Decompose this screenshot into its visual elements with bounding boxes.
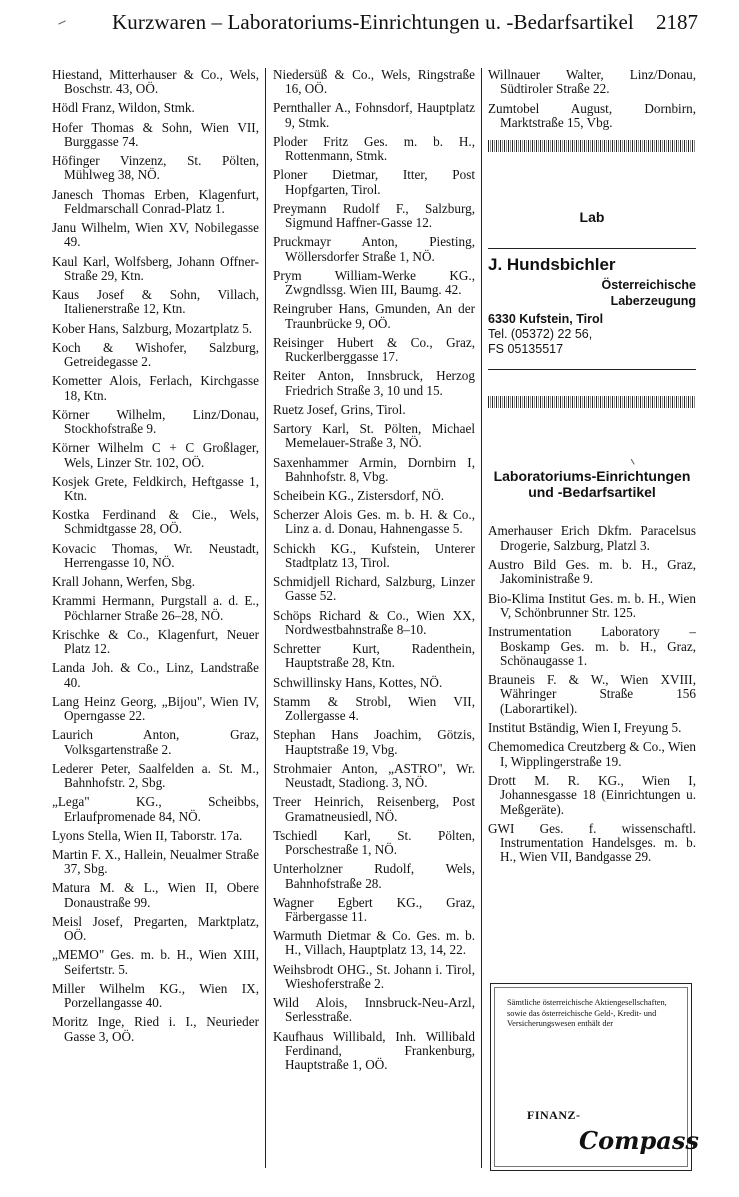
directory-entry: Schickh KG., Kufstein, Unterer Stadtplatz 13, Tirol.: [273, 540, 475, 570]
directory-entry: Institut Bständig, Wien I, Freyung 5.: [488, 720, 682, 736]
directory-entry: Landa Joh. & Co., Linz, Landstraße 40.: [52, 660, 259, 690]
column-divider-2: [481, 68, 482, 1168]
directory-entry: Kosjek Grete, Feldkirch, Heftgasse 1, Ktn.: [52, 473, 259, 503]
column-3-top-list: [488, 68, 696, 130]
column-3: [488, 68, 696, 870]
directory-entry: Hofer Thomas & Sohn, Wien VII, Burggasse 74.: [52, 119, 259, 149]
directory-entry: Matura M. & L., Wien II, Obere Donaustraße 99.: [52, 880, 259, 910]
directory-entry: Pernthaller A., Fohnsdorf, Hauptplatz 9, Stmk.: [273, 100, 475, 130]
directory-entry: Meisl Josef, Pregarten, Marktplatz, OÖ.: [52, 913, 259, 944]
finanz-compass-ad-box: [490, 983, 699, 1171]
directory-entry: Körner Wilhelm, Linz/Donau, Stockhofstraße 9.: [52, 406, 259, 437]
directory-entry: Niedersüß & Co., Wels, Ringstraße 16, OÖ.: [273, 67, 475, 97]
directory-entry: Krammi Hermann, Purgstall a. d. E., Pöchlarner Straße 26–28, NÖ.: [52, 593, 259, 623]
directory-entry: Stamm & Strobl, Wien VII, Zollergasse 4.: [273, 693, 475, 724]
directory-entry: Drott M. R. KG., Wien I, Johannesgasse 18 (Einrichtungen u. Meßgeräte).: [488, 772, 696, 817]
directory-entry: Sartory Karl, St. Pölten, Michael Memelauer-Straße 3, NÖ.: [273, 421, 475, 451]
directory-entry: Kober Hans, Salzburg, Mozartplatz 5.: [52, 320, 253, 336]
directory-entry: Hödl Franz, Wildon, Stmk.: [52, 100, 195, 116]
ad-address: 6330 Kufstein, Tirol: [488, 312, 604, 327]
directory-entry: Reingruber Hans, Gmunden, An der Traunbrücke 9, OÖ.: [273, 301, 475, 331]
ad-company-name: J. Hundsbichler: [488, 255, 616, 275]
directory-entry: Instrumentation Laboratory – Boskamp Ges. m. b. H., Graz, Schönaugasse 1.: [488, 624, 696, 668]
directory-entry: Janu Wilhelm, Wien XV, Nobilegasse 49.: [52, 220, 259, 250]
directory-entry: Scheibein KG., Zistersdorf, NÖ.: [273, 488, 445, 503]
ad-bottom-rule: [488, 369, 696, 370]
directory-entry: Lederer Peter, Saalfelden a. St. M., Bahnhofstr. 2, Sbg.: [52, 760, 259, 791]
directory-entry: Körner Wilhelm C + C Großlager, Wels, Linzer Str. 102, OÖ.: [52, 440, 259, 470]
directory-entry: Wild Alois, Innsbruck-Neu-Arzl, Serlesstraße.: [273, 995, 475, 1025]
column-divider-1: [265, 68, 266, 1168]
directory-entry: Kaul Karl, Wolfsberg, Johann Offner-Straße 29, Ktn.: [52, 253, 259, 283]
directory-entry: Kometter Alois, Ferlach, Kirchgasse 18, Ktn.: [52, 373, 259, 403]
directory-entry: Scherzer Alois Ges. m. b. H. & Co., Linz a. d. Donau, Hahnengasse 5.: [273, 507, 475, 537]
directory-entry: Krall Johann, Werfen, Sbg.: [52, 574, 195, 590]
stray-mark: [58, 20, 66, 24]
ad-tagline-2: Laberzeugung: [610, 294, 696, 309]
directory-entry: Tschiedl Karl, St. Pölten, Porschestraße 1, NÖ.: [273, 827, 475, 858]
directory-entry: Ploner Dietmar, Itter, Post Hopfgarten, Tirol.: [273, 167, 475, 197]
directory-entry: Strohmaier Anton, „ASTRO", Wr. Neustadt, Stadiong. 3, NÖ.: [273, 760, 475, 791]
directory-entry: Hiestand, Mitterhauser & Co., Wels, Boschstr. 43, OÖ.: [52, 67, 259, 97]
directory-entry: Lang Heinz Georg, „Bijou", Wien IV, Operngasse 22.: [52, 693, 259, 724]
directory-entry: Weihsbrodt OHG., St. Johann i. Tirol, Wieshoferstraße 2.: [273, 961, 475, 991]
directory-entry: Lyons Stella, Wien II, Taborstr. 17a.: [52, 827, 243, 843]
directory-entry: Kovacic Thomas, Wr. Neustadt, Herrengasse 10, NÖ.: [52, 540, 259, 570]
directory-entry: Bio-Klima Institut Ges. m. b. H., Wien V, Schönbrunner Str. 125.: [488, 590, 696, 620]
directory-entry: Schmidjell Richard, Salzburg, Linzer Gasse 52.: [273, 574, 475, 604]
ad-fs: FS 05135517: [488, 342, 564, 357]
barcode-rule-2: [488, 396, 696, 408]
directory-entry: Ploder Fritz Ges. m. b. H., Rottenmann, Stmk.: [273, 133, 475, 164]
ad-label: Lab: [579, 209, 605, 226]
barcode-rule: [488, 140, 696, 152]
directory-entry: GWI Ges. f. wissenschaftl. Instrumentation Handelsges. m. b. H., Wien VII, Bandgasse 29.: [488, 820, 696, 865]
directory-entry: Laurich Anton, Graz, Volksgartenstraße 2.: [52, 727, 259, 757]
section-heading: Laboratoriums-Einrichtungen und -Bedarfsartikel: [493, 468, 691, 501]
directory-entry: „MEMO" Ges. m. b. H., Wien XIII, Seifertstr. 5.: [52, 947, 259, 977]
directory-entry: Miller Wilhelm KG., Wien IX, Porzellangasse 40.: [52, 980, 259, 1011]
directory-entry: Kostka Ferdinand & Cie., Wels, Schmidtgasse 28, OÖ.: [52, 507, 259, 537]
column-1: [52, 68, 259, 1049]
directory-entry: Treer Heinrich, Reisenberg, Post Gramatneusiedl, NÖ.: [273, 794, 475, 824]
directory-entry: Chemomedica Creutzberg & Co., Wien I, Wipplingerstraße 19.: [488, 739, 696, 769]
column-2: [273, 68, 475, 1077]
directory-entry: „Lega" KG., Scheibbs, Erlaufpromenade 84, NÖ.: [52, 794, 259, 824]
directory-entry: Stephan Hans Joachim, Götzis, Hauptstraße 19, Vbg.: [273, 727, 475, 757]
directory-entry: Krischke & Co., Klagenfurt, Neuer Platz 12.: [52, 626, 259, 657]
directory-entry: Unterholzner Rudolf, Wels, Bahnhofstraße 28.: [273, 861, 475, 891]
box-text: Sämtliche österreichische Aktiengesellschaften, sowie das österreichische Geld-, Kredit- und Versicherungswesen enthält der: [507, 998, 667, 1029]
directory-entry: Austro Bild Ges. m. b. H., Graz, Jakoministraße 9.: [488, 557, 696, 587]
page-number: 2187: [656, 10, 698, 34]
column-3-bottom-list: [488, 524, 696, 864]
directory-entry: Kaufhaus Willibald, Inh. Willibald Ferdinand, Frankenburg, Hauptstraße 1, OÖ.: [273, 1028, 475, 1073]
page-header: [0, 0, 739, 46]
directory-entry: Willnauer Walter, Linz/Donau, Südtiroler Straße 22.: [488, 67, 696, 97]
directory-entry: Schöps Richard & Co., Wien XX, Nordwestbahnstraße 8–10.: [273, 607, 475, 637]
directory-entry: Wagner Egbert KG., Graz, Färbergasse 11.: [273, 894, 475, 924]
directory-entry: Schretter Kurt, Radenthein, Hauptstraße 28, Ktn.: [273, 641, 475, 671]
directory-entry: Pruckmayr Anton, Piesting, Wöllersdorfer Straße 1, NÖ.: [273, 234, 475, 264]
directory-entry: Brauneis F. & W., Wien XVIII, Währinger Straße 156 (Laborartikel).: [488, 672, 696, 716]
directory-entry: Zumtobel August, Dornbirn, Marktstraße 15, Vbg.: [488, 100, 696, 130]
directory-entry: Saxenhammer Armin, Dornbirn I, Bahnhofstr. 8, Vbg.: [273, 454, 475, 484]
page-title: Kurzwaren – Laboratoriums-Einrichtungen u. -Bedarfsartikel: [112, 10, 634, 34]
directory-entry: Amerhauser Erich Dkfm. Paracelsus Drogerie, Salzburg, Platzl 3.: [488, 523, 696, 553]
ad-tagline-1: Österreichische: [601, 278, 696, 293]
directory-entry: Moritz Inge, Ried i. I., Neurieder Gasse 3, OÖ.: [52, 1014, 259, 1044]
directory-entry: Preymann Rudolf F., Salzburg, Sigmund Haffner-Gasse 12.: [273, 200, 475, 231]
box-compass-logo: Compass: [579, 1126, 699, 1155]
directory-entry: Warmuth Dietmar & Co. Ges. m. b. H., Villach, Hauptplatz 13, 14, 22.: [273, 928, 475, 958]
advertisement: [488, 249, 696, 357]
directory-entry: Koch & Wishofer, Salzburg, Getreidegasse 2.: [52, 339, 259, 370]
directory-entry: Höfinger Vinzenz, St. Pölten, Mühlweg 38, NÖ.: [52, 153, 259, 183]
directory-entry: Martin F. X., Hallein, Neualmer Straße 37, Sbg.: [52, 846, 259, 877]
directory-entry: Prym William-Werke KG., Zwgndlssg. Wien III, Baumg. 42.: [273, 267, 475, 298]
directory-entry: Reiter Anton, Innsbruck, Herzog Friedrich Straße 3, 10 und 15.: [273, 368, 475, 398]
directory-entry: Reisinger Hubert & Co., Graz, Ruckerlberggasse 17.: [273, 334, 475, 365]
ad-phone: Tel. (05372) 22 56,: [488, 327, 593, 342]
box-finanz: FINANZ-: [527, 1108, 581, 1122]
directory-entry: Janesch Thomas Erben, Klagenfurt, Feldmarschall Conrad-Platz 1.: [52, 186, 259, 216]
directory-entry: Kaus Josef & Sohn, Villach, Italienerstraße 12, Ktn.: [52, 287, 259, 317]
directory-entry: Schwillinsky Hans, Kottes, NÖ.: [273, 674, 443, 690]
directory-entry: Ruetz Josef, Grins, Tirol.: [273, 401, 406, 417]
